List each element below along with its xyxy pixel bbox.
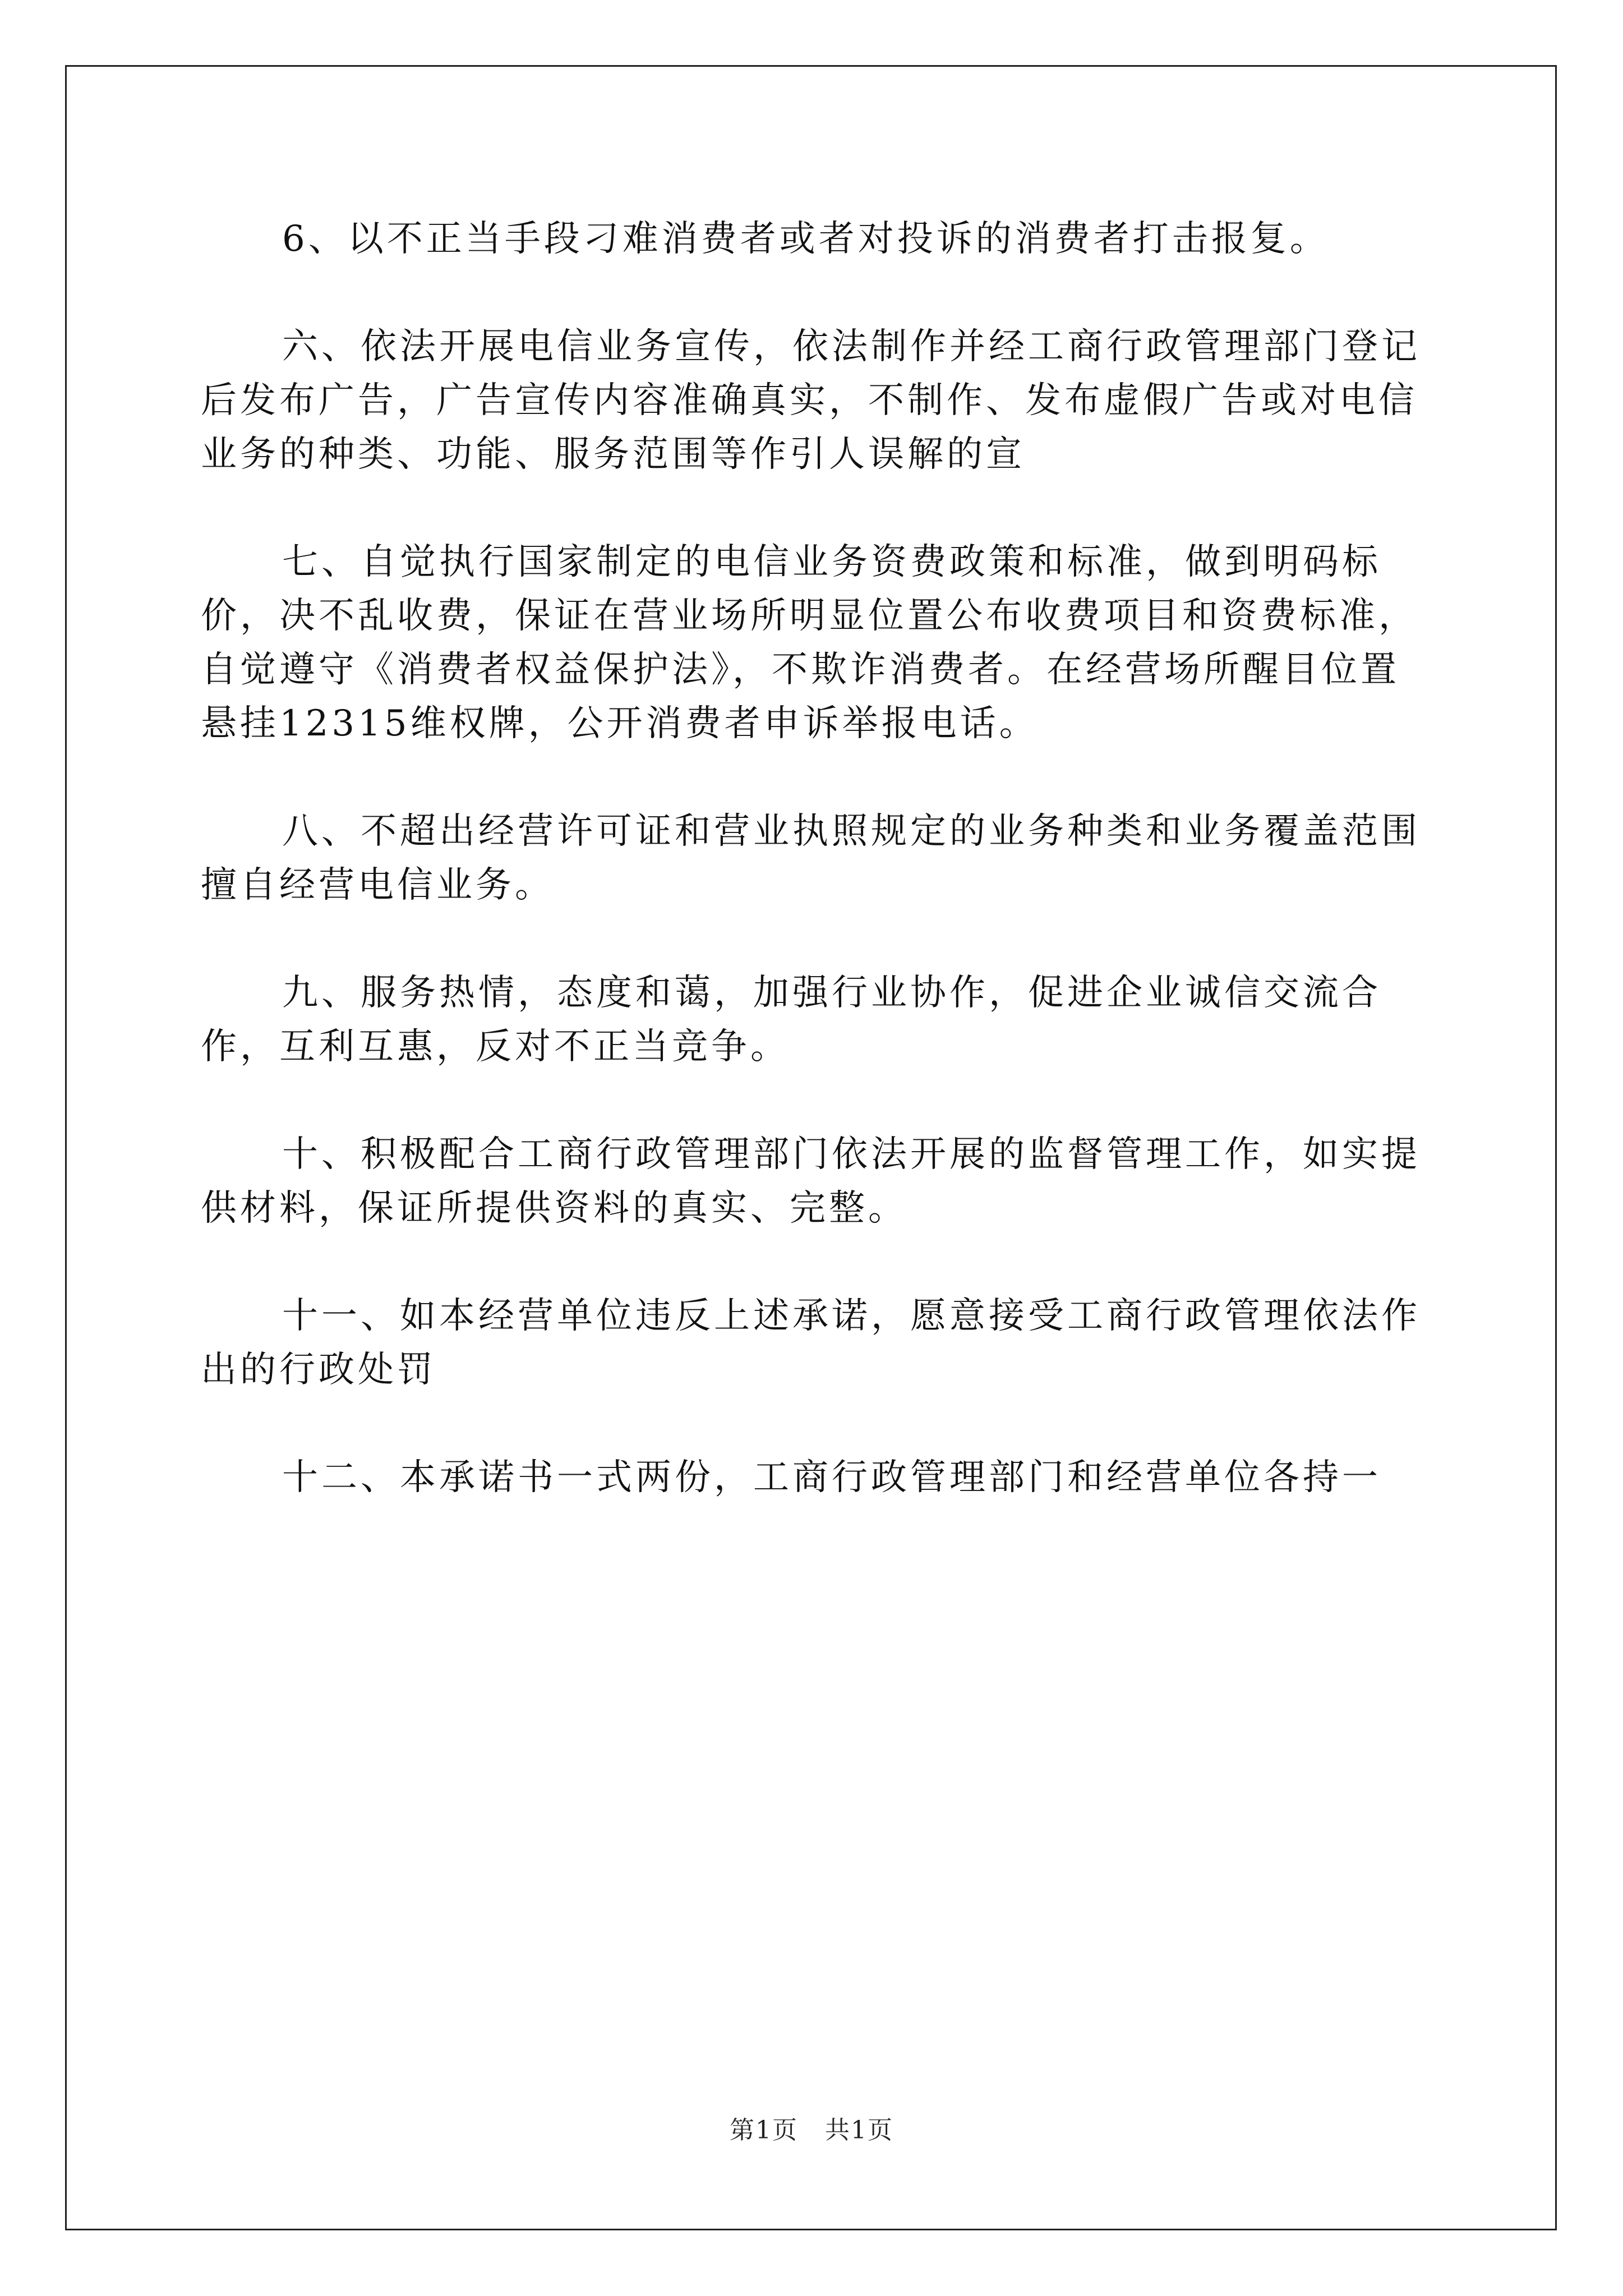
page-footer <box>0 2116 1623 2145</box>
paragraph-ten: 十、积极配合工商行政管理部门依法开展的监督管理工作，如实提供材料，保证所提供资料的真实、完整。 <box>201 1134 1421 1229</box>
paragraph-six: 六、依法开展电信业务宣传，依法制作并经工商行政管理部门登记后发布广告，广告宣传内容准确真实，不制作、发布虚假广告或对电信业务的种类、功能、服务范围等作引人误解的宣 <box>201 326 1421 475</box>
paragraph-nine: 九、服务热情，态度和蔼，加强行业协作，促进企业诚信交流合作，互利互惠，反对不正当竞争。 <box>201 972 1381 1068</box>
paragraph-item-6: 6、以不正当手段刁难消费者或者对投诉的消费者打击报复。 <box>282 218 1329 260</box>
page-total: 共1页 <box>825 2116 893 2145</box>
document-body <box>201 212 1435 1504</box>
paragraph-eight: 八、不超出经营许可证和营业执照规定的业务种类和业务覆盖范围擅自经营电信业务。 <box>201 811 1421 906</box>
paragraph-seven: 七、自觉执行国家制定的电信业务资费政策和标准，做到明码标价，决不乱收费，保证在营业场所明显位置公布收费项目和资费标准，自觉遵守《消费者权益保护法》，不欺诈消费者。在经营场所醒目位置悬挂12315维权牌，公开消费者申诉举报电话。 <box>201 541 1418 744</box>
page-number: 第1页 <box>730 2116 798 2145</box>
paragraph-twelve: 十二、本承诺书一式两份，工商行政管理部门和经营单位各持一 <box>282 1457 1381 1498</box>
paragraph-eleven: 十一、如本经营单位违反上述承诺，愿意接受工商行政管理依法作出的行政处罚 <box>201 1295 1421 1391</box>
